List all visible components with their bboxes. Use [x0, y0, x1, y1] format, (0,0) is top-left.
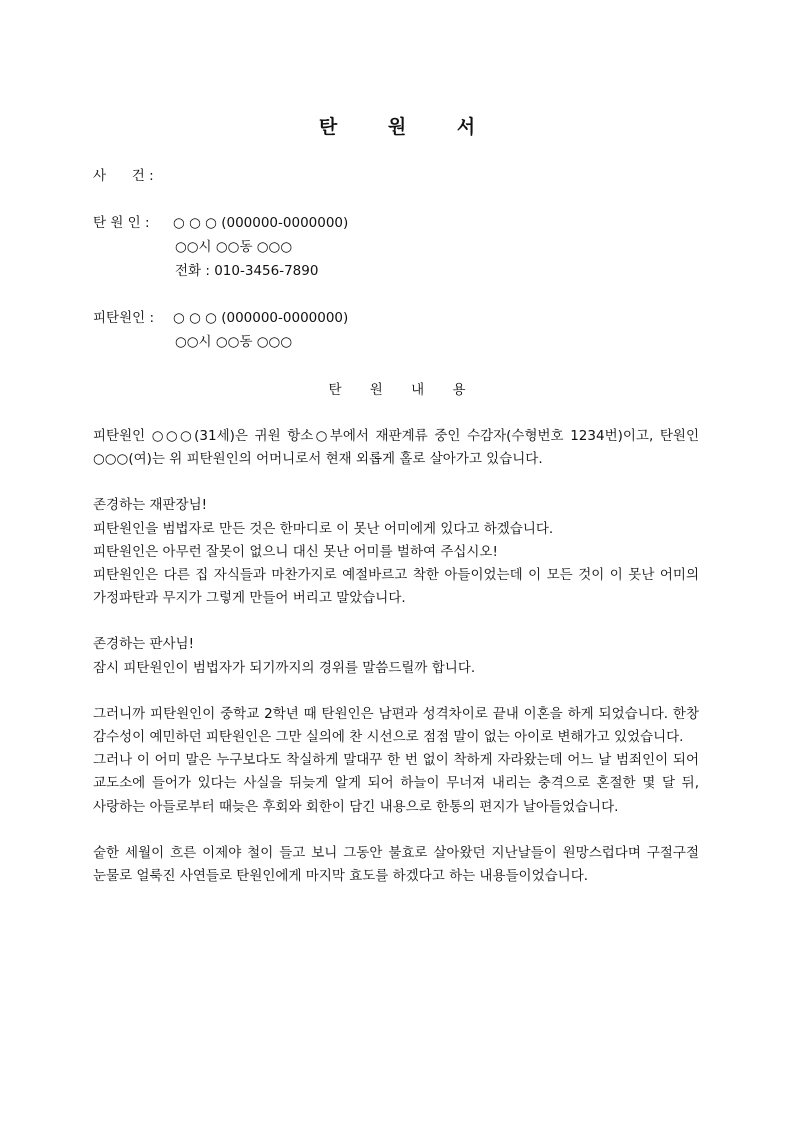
petitioner-address: ○○시 ○○동 ○○○: [175, 239, 293, 255]
paragraph-responsibility: 피탄원인을 범법자로 만든 것은 한마디로 이 못난 어미에게 있다고 하겠습니다.: [93, 520, 554, 537]
petitioner-name-id: ○ ○ ○ (000000-0000000): [173, 215, 349, 231]
content-body: [93, 425, 699, 888]
subject-name-id: ○ ○ ○ (000000-0000000): [173, 310, 349, 326]
paragraph-repentance: 숱한 세월이 흐른 이제야 철이 들고 보니 그동안 불효로 살아왔던 지난날들이 원망스럽다며 구절구절 눈물로 얼룩진 사연들로 탄원인에게 마지막 효도를 하겠다고 하는 내용들이었습니다.: [93, 844, 699, 885]
paragraph-good-son: 피탄원인은 다른 집 자식들과 마찬가지로 예절바르고 착한 아들이었는데 이 모든 것이 이 못난 어미의 가정파탄과 무지가 그렇게 만들어 버리고 말았습니다.: [93, 567, 699, 607]
subject-line: [93, 308, 348, 328]
paragraph-salutation-1: 존경하는 재판장님!: [93, 497, 208, 514]
petitioner-line: [93, 213, 348, 233]
paragraph-letter: 그러나 이 어미 말은 누구보다도 착실하게 말대꾸 한 번 없이 착하게 자라왔는데 어느 날 범죄인이 되어 교도소에 들어가 있다는 사실을 뒤늦게 알게 되어 하늘이 무너져 내리는 충격으로 혼절한 몇 달 뒤, 사랑하는 아들로부터 때늦은 후회와 회한이 담긴 내용으로 한통의 편지가 날아들었습니다.: [93, 752, 699, 815]
document-title: 탄 원 서: [318, 116, 498, 138]
paragraph-plea: 피탄원인은 아무런 잘못이 없으니 대신 못난 어미를 벌하여 주십시오!: [93, 543, 498, 560]
case-line: [93, 166, 154, 186]
case-label: 사 건 :: [93, 168, 154, 184]
petitioner-phone: 전화 : 010-3456-7890: [175, 263, 319, 279]
paragraph-divorce: 그러니까 피탄원인이 중학교 2학년 때 탄원인은 남편과 성격차이로 끝내 이혼을 하게 되었습니다. 한창 감수성이 예민하던 피탄원인은 그만 실의에 찬 시선으로 점점 말이 없는 아이로 변해가고 있었습니다.: [93, 705, 699, 746]
content-title: 탄 원 내 용: [328, 382, 478, 398]
subject-label: 피탄원인 :: [93, 310, 155, 326]
subject-address: ○○시 ○○동 ○○○: [175, 334, 293, 350]
petitioner-label: 탄 원 인 :: [93, 215, 150, 231]
paragraph-salutation-2: 존경하는 판사님!: [93, 636, 194, 653]
paragraph-explanation: 잠시 피탄원인이 범법자가 되기까지의 경위를 말씀드릴까 합니다.: [93, 659, 476, 676]
paragraph-intro: 피탄원인 ○○○(31세)은 귀원 항소○부에서 재판계류 중인 수감자(수형번호 1234번)이고, 탄원인 ○○○(여)는 위 피탄원인의 어머니로서 현재 외롭게 홀로 살아가고 있습니다.: [93, 428, 699, 468]
